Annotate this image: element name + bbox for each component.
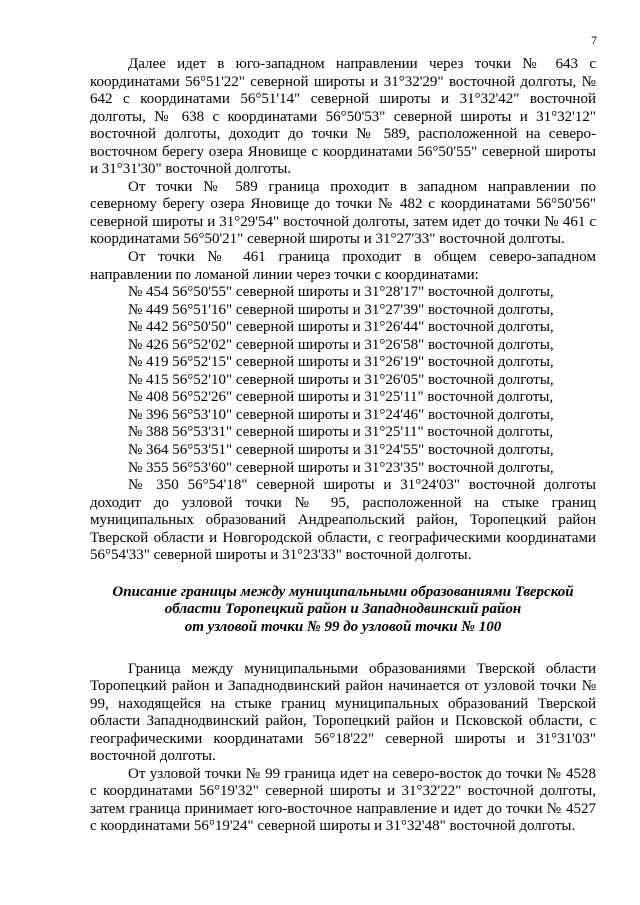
coordinate-point: № 355 56°53'60" северной широты и 31°23'35" восточной долготы, <box>128 459 554 476</box>
section-heading-line: области Торопецкий район и Западнодвинский район <box>164 601 522 618</box>
paragraph: От точки № 589 граница проходит в западном направлении по северному берегу озера Яновище до точки № 482 с координатами 56°50'56" северной широты и 31°29'54" восточной долготы, затем идет до точки № 461 с координатами 56°50'21" северной широты и 31°27'33" восточной долготы. <box>90 178 596 248</box>
coordinate-point: № 408 56°52'26" северной широты и 31°25'11" восточной долготы, <box>128 389 554 406</box>
coordinate-point: № 364 56°53'51" северной широты и 31°24'55" восточной долготы, <box>128 442 554 459</box>
coordinate-point: № 454 56°50'55" северной широты и 31°28'17" восточной долготы, <box>128 284 554 301</box>
document-body <box>90 56 596 836</box>
coordinate-point: № 449 56°51'16" северной широты и 31°27'39" восточной долготы, <box>128 301 554 318</box>
page-number: 7 <box>591 33 597 47</box>
section-heading <box>90 584 596 637</box>
section-heading-line: от узловой точки № 99 до узловой точки № 100 <box>184 618 502 635</box>
coordinate-point: № 415 56°52'10" северной широты и 31°26'05" восточной долготы, <box>128 371 554 388</box>
coordinate-point: № 388 56°53'31" северной широты и 31°25'11" восточной долготы, <box>128 424 554 441</box>
paragraph: Далее идет в юго-западном направлении через точки № 643 с координатами 56°51'22" северной широты и 31°32'29" восточной долготы, № 642 с координатами 56°51'14" северной широты и 31°32'42" восточной долготы, № 638 с координатами 56°50'53" северной широты и 31°32'12" восточной долготы, доходит до точки № 589, расположенной на северо-восточном берегу озера Яновище с координатами 56°50'55" северной широты и 31°31'30" восточной долготы. <box>90 56 596 178</box>
paragraph: № 350 56°54'18" северной широты и 31°24'03" восточной долготы доходит до узловой точки № 95, расположенной на стыке границ муниципальных образований Андреапольский район, Торопецкий район Тверской области и Новгородской области, с географическими координатами 56°54'33" северной широты и 31°23'33" восточной долготы. <box>90 477 596 564</box>
coordinate-point: № 396 56°53'10" северной широты и 31°24'46" восточной долготы, <box>128 406 554 423</box>
coordinate-points-list <box>90 284 596 477</box>
coordinate-point: № 419 56°52'15" северной широты и 31°26'19" восточной долготы, <box>128 354 554 371</box>
paragraph: Граница между муниципальными образованиями Тверской области Торопецкий район и Западнодвинский район начинается от узловой точки № 99, находящейся на стыке границ муниципальных образований Тверской области Западнодвинский район, Торопецкий район и Псковской области, с географическими координатами 56°18'22" северной широты и 31°31'03" восточной долготы. <box>90 660 596 765</box>
coordinate-point: № 442 56°50'50" северной широты и 31°26'44" восточной долготы, <box>128 319 554 336</box>
paragraph: От узловой точки № 99 граница идет на северо-восток до точки № 4528 с координатами 56°19'32" северной широты и 31°32'22" восточной долготы, затем граница принимает юго-восточное направление и идет до точки № 4527 с координатами 56°19'24" северной широты и 31°32'48" восточной долготы. <box>90 765 596 835</box>
section-heading-line: Описание границы между муниципальными образованиями Тверской <box>112 583 574 600</box>
paragraph: От точки № 461 граница проходит в общем северо-западном направлении по ломаной линии через точки с координатами: <box>90 249 596 283</box>
coordinate-point: № 426 56°52'02" северной широты и 31°26'58" восточной долготы, <box>128 336 554 353</box>
